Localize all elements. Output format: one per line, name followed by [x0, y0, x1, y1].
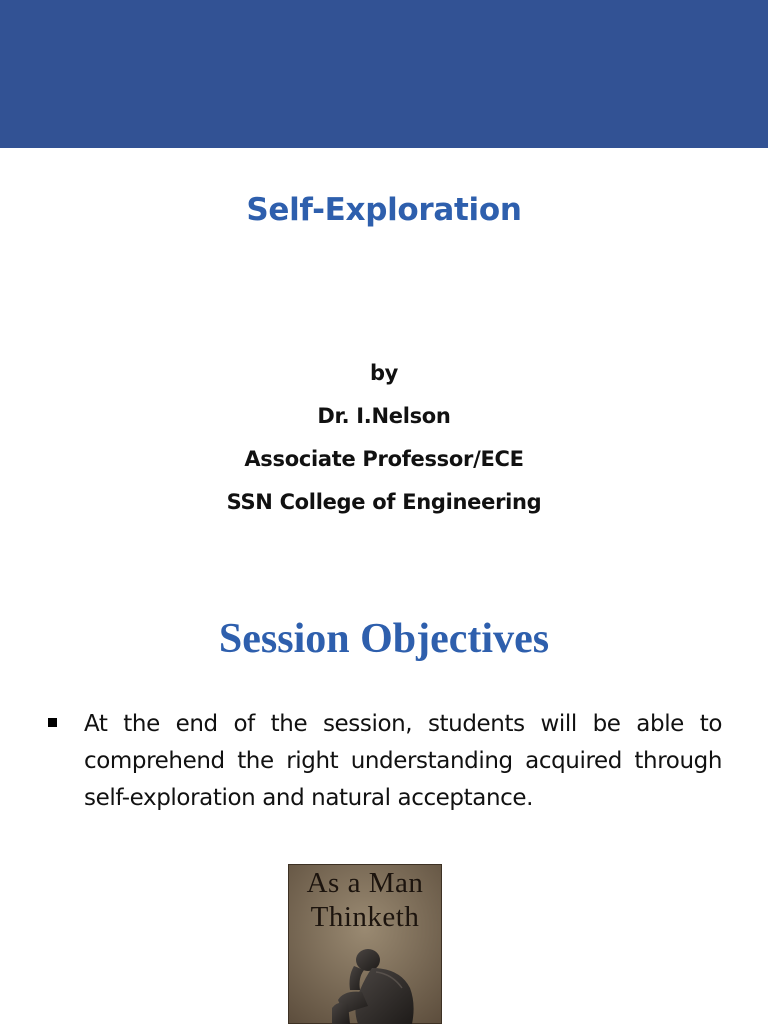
objectives-list: [46, 706, 722, 817]
objective-text: At the end of the session, students will be able to comprehend the right understanding acquired through self-exploration and natural acceptance.: [84, 711, 722, 811]
author-block: [0, 352, 768, 524]
list-item: [46, 706, 722, 817]
book-title-line-2: Thinketh: [310, 901, 420, 933]
author-by-label: by: [369, 361, 399, 385]
book-title-line-1: As a Man: [306, 867, 424, 899]
section-heading-objectives: Session Objectives: [218, 616, 550, 662]
author-position: Associate Professor/ECE: [244, 447, 524, 471]
book-title: [288, 866, 442, 934]
book-cover-image: [288, 864, 442, 1024]
square-bullet-icon: [48, 718, 57, 727]
slide-title: Self-Exploration: [246, 192, 522, 228]
author-name: Dr. I.Nelson: [317, 404, 451, 428]
author-institution: SSN College of Engineering: [226, 490, 542, 514]
top-header-band: [0, 0, 768, 148]
